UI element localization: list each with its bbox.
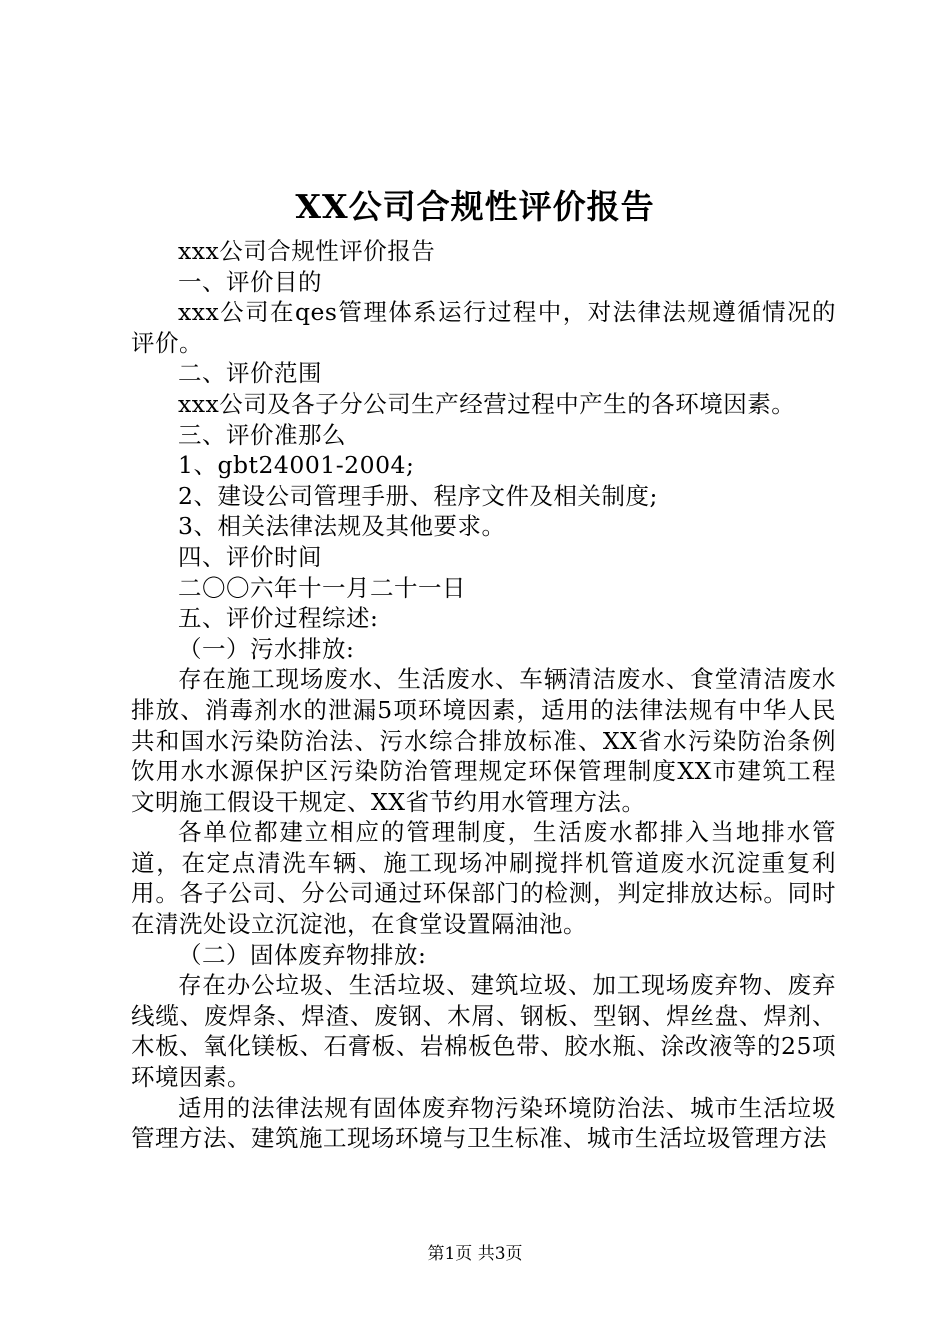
section-heading: 二、评价范围: [178, 359, 322, 388]
page-footer: 第1页 共3页: [427, 1244, 523, 1264]
paragraph: xxx公司及各子分公司生产经营过程中产生的各环境因素。: [178, 389, 796, 418]
document-body: [131, 236, 836, 1154]
paragraph: 各单位都建立相应的管理制度，生活废水都排入当地排水管道，在定点清洗车辆、施工现场冲刷搅拌机管道废水沉淀重复利用。各子公司、分公司通过环保部门的检测，判定排放达标。同时在清洗处设立沉淀池，在食堂设置隔油池。: [131, 818, 836, 939]
paragraph: xxx公司合规性评价报告: [178, 237, 436, 265]
paragraph: 存在办公垃圾、生活垃圾、建筑垃圾、加工现场废弃物、废弃线缆、废焊条、焊渣、废钢、木屑、钢板、型钢、焊丝盘、焊剂、木板、氧化镁板、石膏板、岩棉板色带、胶水瓶、涂改液等的25项环境因素。: [131, 971, 836, 1092]
list-item: 3、相关法律法规及其他要求。: [178, 512, 506, 541]
paragraph: 适用的法律法规有固体废弃物污染环境防治法、城市生活垃圾管理方法、建筑施工现场环境与卫生标准、城市生活垃圾管理方法: [131, 1093, 836, 1153]
section-heading: 三、评价准那么: [178, 420, 346, 449]
paragraph: xxx公司在qes管理体系运行过程中，对法律法规遵循情况的评价。: [131, 298, 836, 357]
section-heading: 五、评价过程综述:: [178, 604, 379, 633]
list-item: 2、建设公司管理手册、程序文件及相关制度;: [178, 481, 658, 510]
subsection-heading: （一）污水排放:: [178, 634, 355, 663]
document-title: XX公司合规性评价报告: [295, 187, 655, 226]
list-item: 1、gbt24001-2004;: [178, 451, 415, 480]
paragraph: 存在施工现场废水、生活废水、车辆清洁废水、食堂清洁废水排放、消毒剂水的泄漏5项环境因素，适用的法律法规有中华人民共和国水污染防治法、污水综合排放标准、XX省水污染防治条例饮用水水源保护区污染防治管理规定环保管理制度XX市建筑工程文明施工假设干规定、XX省节约用水管理方法。: [131, 665, 836, 816]
paragraph: 二〇〇六年十一月二十一日: [178, 573, 466, 602]
subsection-heading: （二）固体废弃物排放:: [178, 940, 427, 969]
section-heading: 一、评价目的: [178, 267, 322, 296]
section-heading: 四、评价时间: [178, 542, 322, 571]
